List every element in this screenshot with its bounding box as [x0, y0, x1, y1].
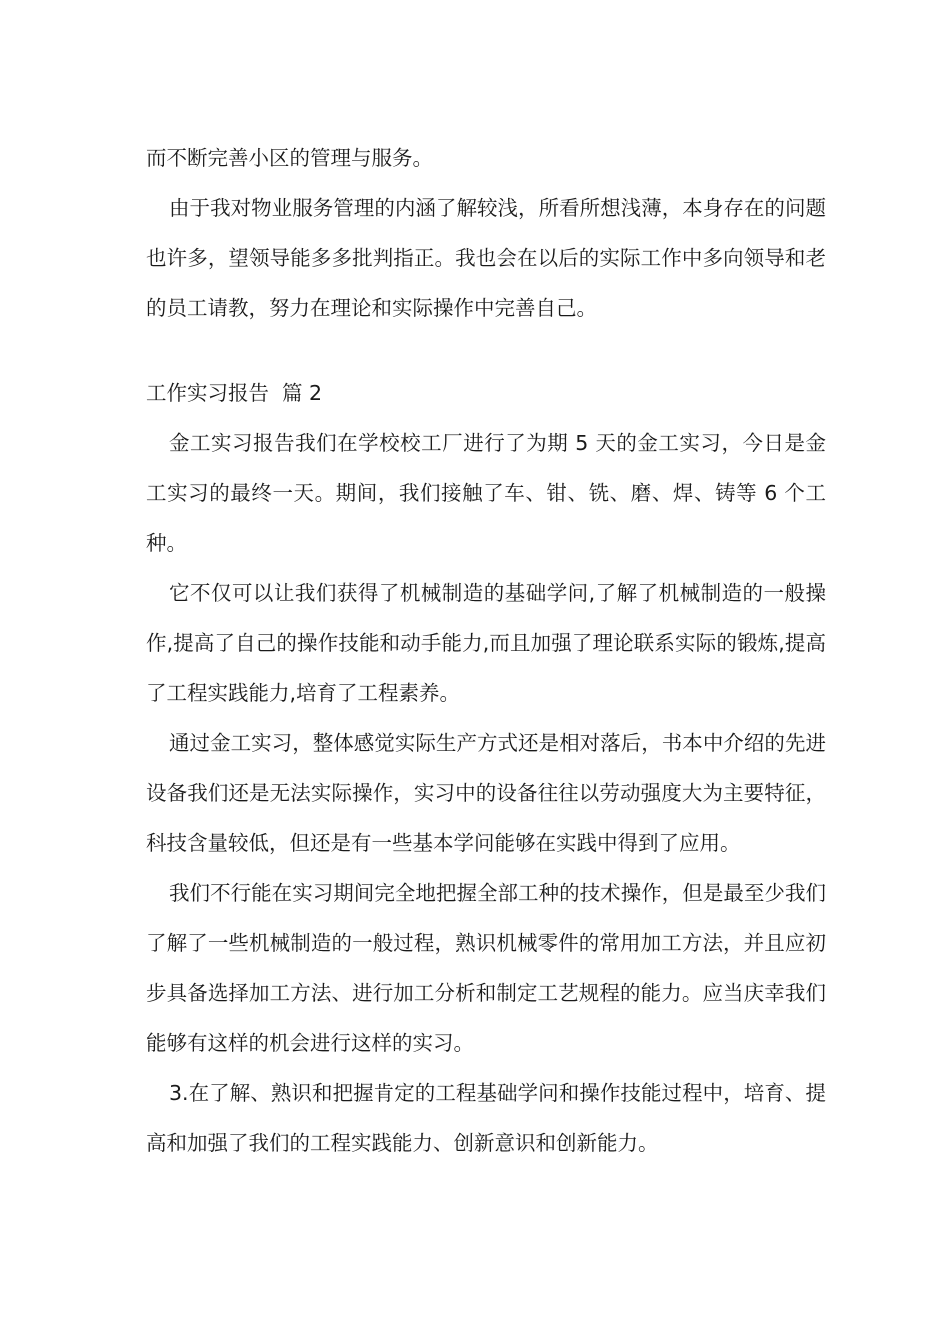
paragraph: 3.在了解、熟识和把握肯定的工程基础学问和操作技能过程中，培育、提高和加强了我们的工程实践能力、创新意识和创新能力。 — [146, 1081, 826, 1155]
section-heading: 工作实习报告 篇 2 — [146, 381, 323, 405]
paragraph: 金工实习报告我们在学校校工厂进行了为期 5 天的金工实习，今日是金工实习的最终一天。期间，我们接触了车、钳、铣、磨、焊、铸等 6 个工种。 — [146, 431, 826, 555]
paragraph: 我们不行能在实习期间完全地把握全部工种的技术操作，但是最至少我们了解了一些机械制造的一般过程，熟识机械零件的常用加工方法，并且应初步具备选择加工方法、进行加工分析和制定工艺规程的能力。应当庆幸我们能够有这样的机会进行这样的实习。 — [146, 881, 826, 1055]
paragraph: 由于我对物业服务管理的内涵了解较浅，所看所想浅薄，本身存在的问题也许多，望领导能多多批判指正。我也会在以后的实际工作中多向领导和老的员工请教，努力在理论和实际操作中完善自己。 — [146, 196, 826, 320]
paragraph-continuation: 而不断完善小区的管理与服务。 — [146, 146, 433, 170]
paragraph: 通过金工实习，整体感觉实际生产方式还是相对落后，书本中介绍的先进设备我们还是无法实际操作，实习中的设备往往以劳动强度大为主要特征，科技含量较低，但还是有一些基本学问能够在实践中得到了应用。 — [146, 731, 826, 855]
paragraph: 它不仅可以让我们获得了机械制造的基础学问,了解了机械制造的一般操作,提高了自己的操作技能和动手能力,而且加强了理论联系实际的锻炼,提高了工程实践能力,培育了工程素养。 — [146, 581, 826, 705]
document-body — [146, 133, 826, 1168]
